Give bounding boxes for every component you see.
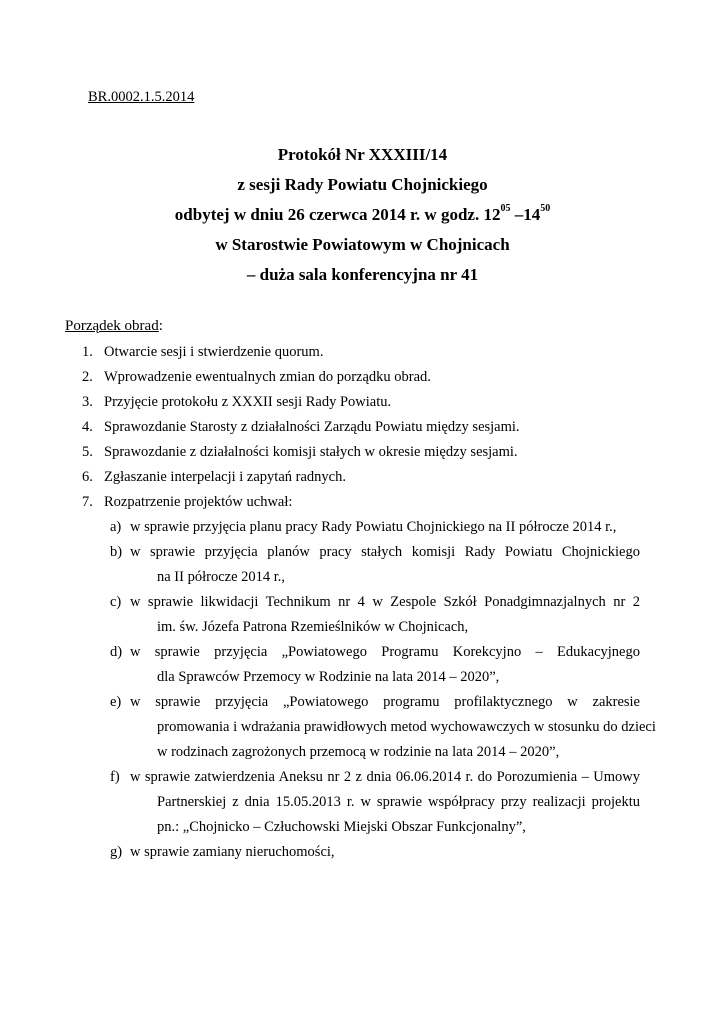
end-time-minutes: 50 (540, 203, 551, 215)
protocol-title (0, 140, 725, 290)
item-number: 7. (82, 494, 93, 510)
sub-item-line: w rodzinach zagrożonych przemocą w rodzinie na lata 2014 – 2020”, (157, 744, 560, 760)
sub-item-letter: b) (110, 544, 123, 560)
sub-item-letter: d) (110, 644, 123, 660)
sub-item-line: promowania i wdrażania prawidłowych metod wychowawczych w stosunku do dzieci (157, 719, 656, 735)
sub-item-line: w sprawie zatwierdzenia Aneksu nr 2 z dnia 06.06.2014 r. do Porozumienia – Umowy (130, 769, 640, 785)
item-number: 3. (82, 394, 93, 410)
sub-item-letter: a) (110, 519, 122, 535)
item-text: Rozpatrzenie projektów uchwał: (104, 494, 293, 510)
item-number: 1. (82, 344, 93, 360)
sub-item-line: w sprawie przyjęcia planu pracy Rady Powiatu Chojnickiego na II półrocze 2014 r., (130, 519, 617, 535)
sub-item-letter: e) (110, 694, 122, 710)
sub-item-line: dla Sprawców Przemocy w Rodzinie na lata 2014 – 2020”, (157, 669, 500, 685)
item-text: Przyjęcie protokołu z XXXII sesji Rady Powiatu. (104, 394, 392, 410)
item-number: 6. (82, 469, 93, 485)
sub-item-line: im. św. Józefa Patrona Rzemieślników w Chojnicach, (157, 619, 469, 635)
agenda-heading-colon: : (158, 318, 163, 334)
sub-item-letter: c) (110, 594, 122, 610)
item-number: 4. (82, 419, 93, 435)
item-text: Sprawozdanie z działalności komisji stałych w okresie między sesjami. (104, 444, 518, 460)
item-number: 5. (82, 444, 93, 460)
agenda-heading (65, 318, 163, 335)
title-line-3 (0, 200, 725, 230)
sub-item-line: pn.: „Chojnicko – Człuchowski Miejski Obszar Funkcjonalny”, (157, 819, 526, 835)
sub-item-letter: g) (110, 844, 123, 860)
title-line-2: z sesji Rady Powiatu Chojnickiego (237, 175, 488, 194)
item-text: Zgłaszanie interpelacji i zapytań radnych. (104, 469, 346, 485)
sub-item-line: w sprawie przyjęcia „Powiatowego programu profilaktycznego w zakresie (130, 694, 640, 710)
sub-item-line: w sprawie zamiany nieruchomości, (130, 844, 335, 860)
sub-item-line: Partnerskiej z dnia 15.05.2013 r. w sprawie współpracy przy realizacji projektu (157, 794, 640, 810)
sub-item-line: na II półrocze 2014 r., (157, 569, 286, 585)
item-text: Wprowadzenie ewentualnych zmian do porządku obrad. (104, 369, 431, 385)
title-line-4: w Starostwie Powiatowym w Chojnicach (215, 235, 510, 254)
sub-item-line: w sprawie likwidacji Technikum nr 4 w Zespole Szkół Ponadgimnazjalnych nr 2 (130, 594, 640, 610)
title-line-5: – duża sala konferencyjna nr 41 (246, 265, 479, 284)
sub-item-line: w sprawie przyjęcia planów pracy stałych komisji Rady Powiatu Chojnickiego (130, 544, 640, 560)
sub-item-letter: f) (110, 769, 120, 785)
agenda-heading-text: Porządek obrad (65, 318, 159, 334)
document-reference: BR.0002.1.5.2014 (88, 89, 195, 105)
item-number: 2. (82, 369, 93, 385)
title-line-1: Protokół Nr XXXIII/14 (277, 145, 448, 164)
title-line-3-mid: –14 (510, 205, 541, 224)
item-text: Sprawozdanie Starosty z działalności Zarządu Powiatu między sesjami. (104, 419, 520, 435)
title-line-3-prefix: odbytej w dniu 26 czerwca 2014 r. w godz. 12 (174, 205, 501, 224)
item-text: Otwarcie sesji i stwierdzenie quorum. (104, 344, 324, 360)
start-time-minutes: 05 (500, 203, 511, 215)
sub-item-line: w sprawie przyjęcia „Powiatowego Programu Korekcyjno – Edukacyjnego (130, 644, 640, 660)
